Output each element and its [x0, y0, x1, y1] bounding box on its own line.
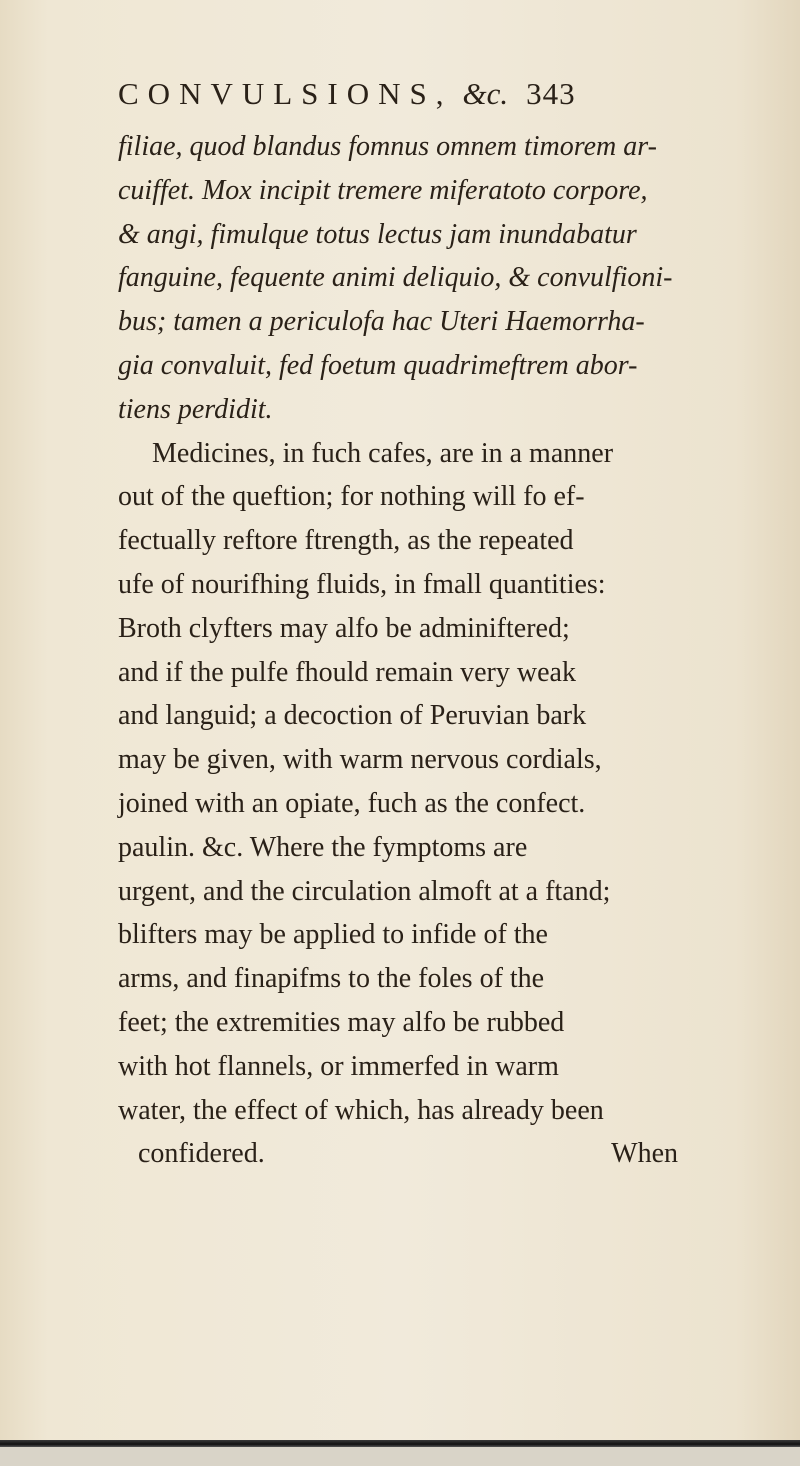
body-line: and if the pulfe fhould remain very weak [118, 656, 576, 688]
running-head-etc: &c. [462, 76, 509, 111]
body-line: ufe of nourifhing fluids, in fmall quantities: [118, 568, 606, 600]
text-block [118, 125, 678, 1176]
body-line: Medicines, in fuch cafes, are in a manner [152, 437, 614, 469]
body-line: arms, and finapifms to the foles of the [118, 963, 545, 995]
body-line: feet; the extremities may alfo be rubbed [118, 1006, 565, 1038]
page-bottom-shadow [0, 1440, 800, 1447]
body-line: may be given, with warm nervous cordials, [118, 744, 602, 776]
catchword: When [611, 1138, 678, 1170]
running-head [118, 72, 678, 116]
body-line: blifters may be applied to infide of the [118, 919, 548, 951]
latin-line: fanguine, fequente animi deliquio, & convulfioni- [118, 262, 673, 294]
latin-line: gia convaluit, fed foetum quadrimeftrem abor- [118, 349, 638, 381]
latin-line: cuiffet. Mox incipit tremere miferatoto corpore, [118, 174, 648, 206]
latin-line: tiens perdidit. [118, 393, 273, 425]
body-line: Broth clyfters may alfo be adminiftered; [118, 612, 570, 644]
running-head-title: CONVULSIONS, [118, 76, 453, 111]
latin-line: filiae, quod blandus fomnus omnem timorem ar- [118, 131, 657, 162]
page-bottom-edge [0, 1447, 800, 1466]
body-line: water, the effect of which, has already been [118, 1094, 604, 1126]
body-line: joined with an opiate, fuch as the confect. [118, 787, 586, 819]
latin-line: bus; tamen a periculofa hac Uteri Haemorrha- [118, 306, 645, 338]
body-line: fectually reftore ftrength, as the repeated [118, 525, 574, 557]
body-line: paulin. &c. Where the fymptoms are [118, 831, 528, 863]
last-line-text: confidered. [138, 1138, 265, 1170]
latin-line: & angi, fimulque totus lectus jam inundabatur [118, 218, 637, 250]
body-line: urgent, and the circulation almoft at a ftand; [118, 875, 611, 907]
body-line: with hot flannels, or immerfed in warm [118, 1050, 559, 1082]
body-line: out of the queftion; for nothing will fo ef- [118, 481, 585, 513]
body-line: and languid; a decoction of Peruvian bark [118, 700, 587, 732]
last-line [118, 1132, 678, 1176]
page-number: 343 [526, 76, 576, 111]
